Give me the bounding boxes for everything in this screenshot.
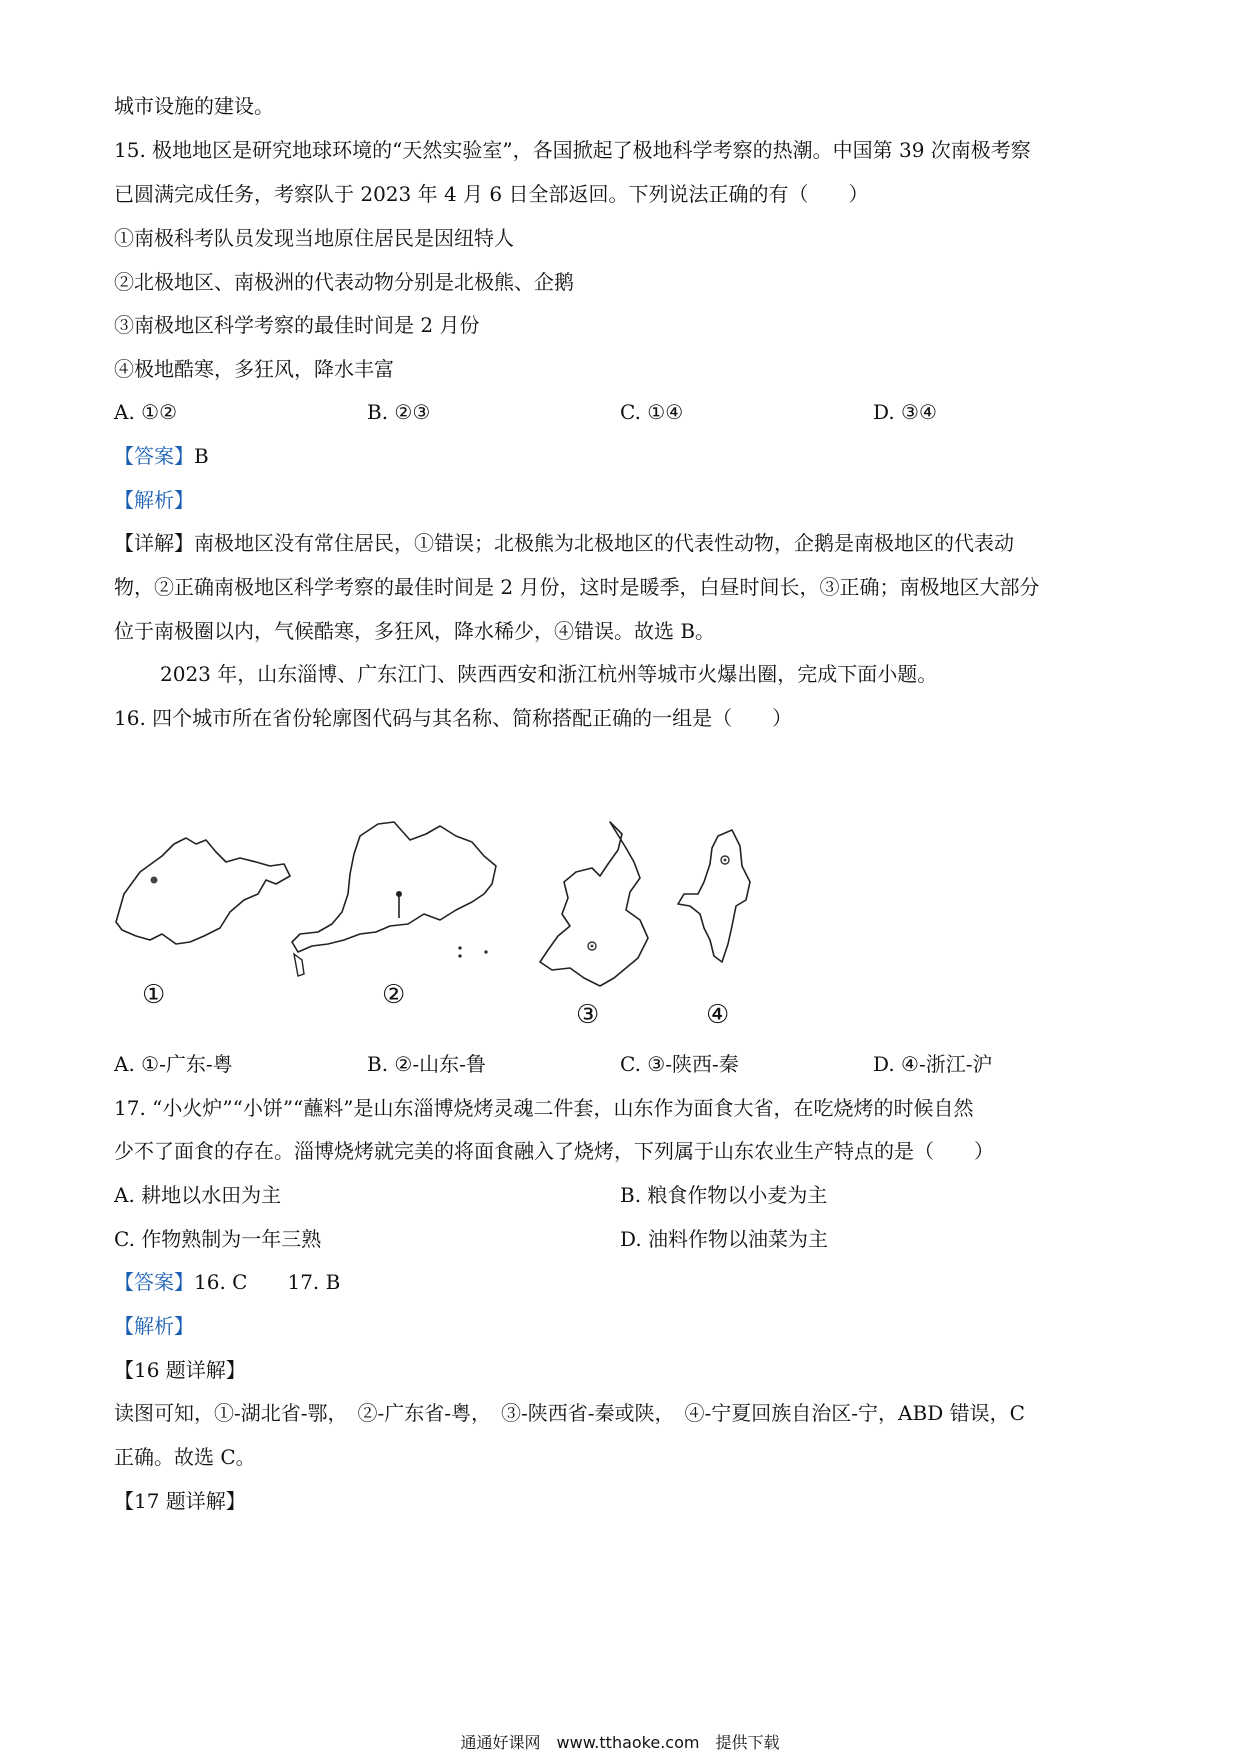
q16-option-a: A. ①-广东-粤 <box>114 1052 233 1076</box>
q16-detail-line2: 正确。故选 C。 <box>114 1445 256 1469</box>
map-outline-1 <box>110 832 300 962</box>
answer-16: 16. C <box>194 1270 248 1294</box>
q15-detail-line2: 物，②正确南极地区科学考察的最佳时间是 2 月份，这时是暖季，白昼时间长，③正确；南极地区大部分 <box>114 575 1040 599</box>
q15-answer <box>114 442 209 470</box>
map-label-1: ① <box>142 980 166 1010</box>
q16-option-d: D. ④-浙江-沪 <box>873 1052 993 1076</box>
q17-stem-line1: 17. “小火炉”“小饼”“蘸料”是山东淄博烧烤灵魂二件套，山东作为面食大省，在吃烧烤的时候自然 <box>114 1096 974 1120</box>
detail-text: 南极地区没有常住居民，①错误；北极熊为北极地区的代表性动物，企鹅是南极地区的代表动 <box>194 531 1014 555</box>
answer-tag: 【答案】 <box>114 1270 194 1294</box>
q16-stem: 16. 四个城市所在省份轮廓图代码与其名称、简称搭配正确的一组是（ ） <box>114 706 793 730</box>
q15-stem-line2: 已圆满完成任务，考察队于 2023 年 4 月 6 日全部返回。下列说法正确的有（ ） <box>114 182 869 206</box>
map-label-2: ② <box>382 980 406 1010</box>
group-intro: 2023 年，山东淄博、广东江门、陕西西安和浙江杭州等城市火爆出圈，完成下面小题。 <box>160 662 938 686</box>
q15-option-b: B. ②③ <box>367 400 431 424</box>
q16-option-c: C. ③-陕西-秦 <box>620 1052 739 1076</box>
map-label-3: ③ <box>576 1000 600 1030</box>
q16-detail-line1: 读图可知，①-湖北省-鄂， ②-广东省-粤， ③-陕西省-秦或陕， ④-宁夏回族自治区-宁，ABD 错误，C <box>114 1401 1025 1425</box>
q15-item-2: ②北极地区、南极洲的代表动物分别是北极熊、企鹅 <box>114 270 574 294</box>
map-label-4: ④ <box>706 1000 730 1030</box>
q15-stem-line1: 15. 极地地区是研究地球环境的“天然实验室”，各国掀起了极地科学考察的热潮。中国第 39 次南极考察 <box>114 138 1031 162</box>
q15-analysis-tag: 【解析】 <box>114 488 194 512</box>
q16-detail-tag: 【16 题详解】 <box>114 1358 246 1382</box>
map-outline-2 <box>290 814 510 984</box>
map-outline-4 <box>670 824 780 974</box>
page-footer: 通通好课网 www.tthaoke.com 提供下载 <box>460 1733 780 1752</box>
q17-option-d: D. 油料作物以油菜为主 <box>620 1227 829 1251</box>
intro-tail: 城市设施的建设。 <box>114 94 274 118</box>
q15-option-c: C. ①④ <box>620 400 684 424</box>
answer-17: 17. B <box>287 1270 341 1294</box>
detail-tag: 【详解】 <box>114 531 194 555</box>
province-outline-maps <box>110 832 870 1032</box>
q15-option-d: D. ③④ <box>873 400 937 424</box>
q15-item-3: ③南极地区科学考察的最佳时间是 2 月份 <box>114 313 480 337</box>
q17-option-a: A. 耕地以水田为主 <box>114 1183 282 1207</box>
map-outline-3 <box>530 818 660 998</box>
q16-option-b: B. ②-山东-鲁 <box>367 1052 486 1076</box>
q16-17-analysis-tag: 【解析】 <box>114 1314 194 1338</box>
q15-detail-line3: 位于南极圈以内，气候酷寒，多狂风，降水稀少，④错误。故选 B。 <box>114 619 716 643</box>
answer-tag: 【答案】 <box>114 444 194 468</box>
q17-option-b: B. 粮食作物以小麦为主 <box>620 1183 828 1207</box>
q17-option-c: C. 作物熟制为一年三熟 <box>114 1227 322 1251</box>
q15-item-4: ④极地酷寒，多狂风，降水丰富 <box>114 357 394 381</box>
q15-option-a: A. ①② <box>114 400 178 424</box>
q15-detail-line1 <box>114 529 1014 557</box>
q16-17-answer <box>114 1268 340 1296</box>
q17-stem-line2: 少不了面食的存在。淄博烧烤就完美的将面食融入了烧烤，下列属于山东农业生产特点的是（ ） <box>114 1139 994 1163</box>
q15-item-1: ①南极科考队员发现当地原住居民是因纽特人 <box>114 226 514 250</box>
q17-detail-tag: 【17 题详解】 <box>114 1489 246 1513</box>
answer-value: B <box>194 444 209 468</box>
